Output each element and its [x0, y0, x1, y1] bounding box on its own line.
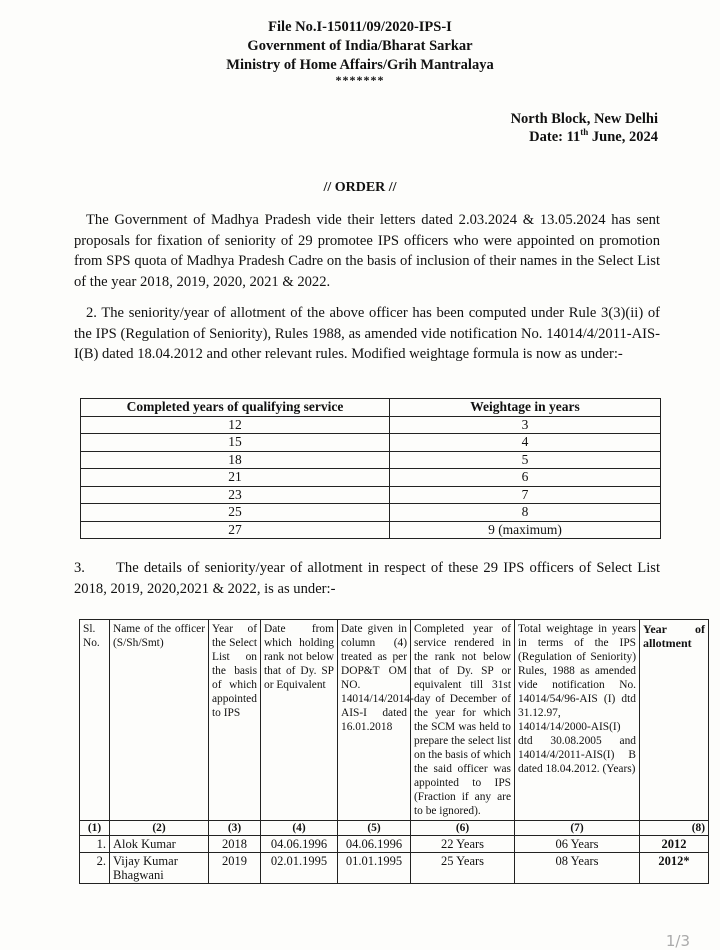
separator-stars: *******	[335, 73, 385, 87]
weightage-cell: 9 (maximum)	[390, 521, 661, 539]
weightage-row	[81, 469, 661, 487]
rank-date-cell: 02.01.1995	[261, 853, 338, 884]
header-completed-service: Completed year of service rendered in the rank not below that of Dy. SP or equivalent till 31st day of December of the year for which the SCM was held to prepare the select list on the basis of which the said officer was appointed to IPS (Fraction if any are to be ignored).	[411, 620, 515, 821]
weightage-header-years: Weightage in years	[390, 399, 661, 417]
column-number-row: (1) (2) (3) (4) (5) (6) (7) (8)	[80, 821, 709, 836]
weightage-table	[80, 398, 661, 539]
page-number: 1/3	[665, 932, 690, 950]
header-sl-no: Sl. No.	[80, 620, 110, 821]
qualifying-service-cell: 21	[81, 469, 390, 487]
qualifying-service-cell: 25	[81, 504, 390, 522]
qualifying-service-cell: 27	[81, 521, 390, 539]
weightage-row	[81, 486, 661, 504]
weightage-cell: 6	[390, 469, 661, 487]
weightage-row	[81, 451, 661, 469]
date: Date: 11th June, 2024	[529, 127, 658, 145]
place: North Block, New Delhi	[510, 111, 658, 127]
qualifying-service-cell: 12	[81, 416, 390, 434]
header-total-weightage: Total weightage in years in terms of the IPS (Regulation of Seniority) Rules, 1988 as amended vide notification No. 14014/54/96-AIS (I) dtd 31.12.97, 14014/14/2000-AIS(I) dtd 30.08.2005 and 14014/4/2011-AIS(I) B dated 18.04.2012. (Years)	[515, 620, 640, 821]
header-select-list-year: Year of the Select List on the basis of which appointed to IPS	[209, 620, 261, 821]
weightage-header-service: Completed years of qualifying service	[81, 399, 390, 417]
file-number: File No.I-15011/09/2020-IPS-I	[268, 19, 452, 35]
qualifying-service-cell: 18	[81, 451, 390, 469]
weightage-cell: 7	[390, 486, 661, 504]
header-rank-date: Date from which holding rank not below that of Dy. SP or Equivalent	[261, 620, 338, 821]
sl-no-cell: 2.	[80, 853, 110, 884]
officer-row	[80, 853, 709, 884]
weightage-cell: 3	[390, 416, 661, 434]
year-of-allotment-cell: 2012	[640, 836, 709, 853]
qualifying-service-cell: 23	[81, 486, 390, 504]
total-weightage-cell: 08 Years	[515, 853, 640, 884]
sl-no-cell: 1.	[80, 836, 110, 853]
qualifying-service-cell: 15	[81, 434, 390, 452]
ministry-name: Ministry of Home Affairs/Grih Mantralaya	[226, 57, 494, 73]
weightage-cell: 4	[390, 434, 661, 452]
paragraph-3: 3. The details of seniority/year of allotment in respect of these 29 IPS officers of Select List 2018, 2019, 2020,2021 & 2022, is as under:-	[74, 560, 664, 597]
header-date-treated: Date given in column (4) treated as per DOP&T OM NO. 14014/14/2014-AIS-I dated 16.01.2018	[338, 620, 411, 821]
year-of-allotment-cell: 2012*	[640, 853, 709, 884]
select-list-year-cell: 2018	[209, 836, 261, 853]
select-list-year-cell: 2019	[209, 853, 261, 884]
header-officer-name: Name of the officer (S/Sh/Smt)	[110, 620, 209, 821]
rank-date-cell: 04.06.1996	[261, 836, 338, 853]
weightage-row	[81, 504, 661, 522]
header-year-of-allotment: Year of allotment	[640, 620, 709, 821]
officer-name-cell: Vijay Kumar Bhagwani	[110, 853, 209, 884]
weightage-cell: 8	[390, 504, 661, 522]
weightage-row	[81, 521, 661, 539]
details-table	[79, 619, 709, 884]
date-treated-cell: 01.01.1995	[338, 853, 411, 884]
completed-service-cell: 22 Years	[411, 836, 515, 853]
paragraph-2: 2. The seniority/year of allotment of the above officer has been computed under Rule 3(3)(ii) of the IPS (Regulation of Seniority), Rules 1988, as amended vide notification No. 14014/4/2011-AIS-I(B) dated 18.04.2012 and other relevant rules. Modified weightage formula is now as under:-	[74, 305, 660, 362]
paragraph-1: The Government of Madhya Pradesh vide their letters dated 2.03.2024 & 13.05.2024 has sent proposals for fixation of seniority of 29 promotee IPS officers who were appointed on promotion from SPS quota of Madhya Pradesh Cadre on the basis of inclusion of their names in the Select List of the year 2018, 2019, 2020, 2021 & 2022.	[74, 212, 660, 290]
order-title: // ORDER //	[323, 180, 397, 195]
date-treated-cell: 04.06.1996	[338, 836, 411, 853]
officer-name-cell: Alok Kumar	[110, 836, 209, 853]
total-weightage-cell: 06 Years	[515, 836, 640, 853]
government-name: Government of India/Bharat Sarkar	[247, 38, 473, 54]
weightage-row	[81, 416, 661, 434]
weightage-row	[81, 434, 661, 452]
completed-service-cell: 25 Years	[411, 853, 515, 884]
weightage-cell: 5	[390, 451, 661, 469]
officer-row	[80, 836, 709, 853]
